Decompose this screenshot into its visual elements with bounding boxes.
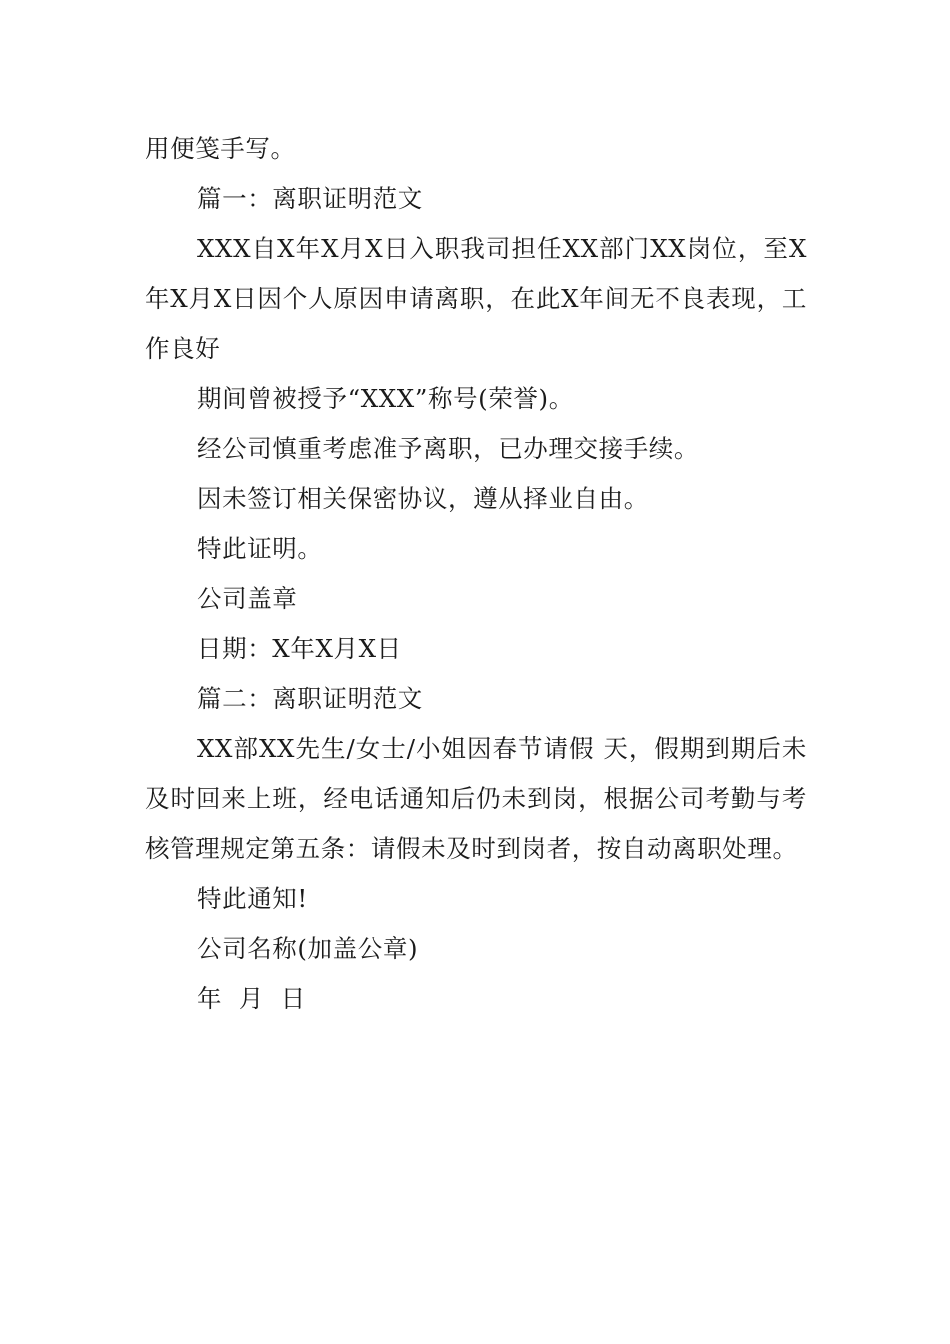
- date-blank-line: 年 月 日: [197, 984, 306, 1013]
- paragraph-continuation: 用便笺手写。: [145, 134, 296, 163]
- date-line: 日期：X年X月X日: [197, 634, 402, 663]
- company-seal-line: 公司盖章: [197, 584, 298, 613]
- paragraph-employment: XXX自X年X月X日入职我司担任XX部门XX岗位，至X年X月X日因个人原因申请离职，在此X年间无不良表现，工作良好: [145, 234, 807, 363]
- paragraph-confidentiality: 因未签订相关保密协议，遵从择业自由。: [197, 484, 649, 513]
- paragraph-absence: XX部XX先生/女士/小姐因春节请假 天，假期到期后未及时回来上班，经电话通知后仍未到岗，根据公司考勤与考核管理规定第五条：请假未及时到岗者，按自动离职处理。: [145, 734, 807, 863]
- document-body: [145, 124, 807, 1024]
- company-name-line: 公司名称(加盖公章): [197, 934, 419, 963]
- section-heading-1: 篇一：离职证明范文: [197, 184, 423, 213]
- paragraph-notice: 特此通知!: [197, 884, 308, 913]
- paragraph-approval: 经公司慎重考虑准予离职，已办理交接手续。: [197, 434, 699, 463]
- paragraph-certify: 特此证明。: [197, 534, 323, 563]
- paragraph-honor: 期间曾被授予“XXX”称号(荣誉)。: [197, 384, 574, 413]
- section-heading-2: 篇二：离职证明范文: [197, 684, 423, 713]
